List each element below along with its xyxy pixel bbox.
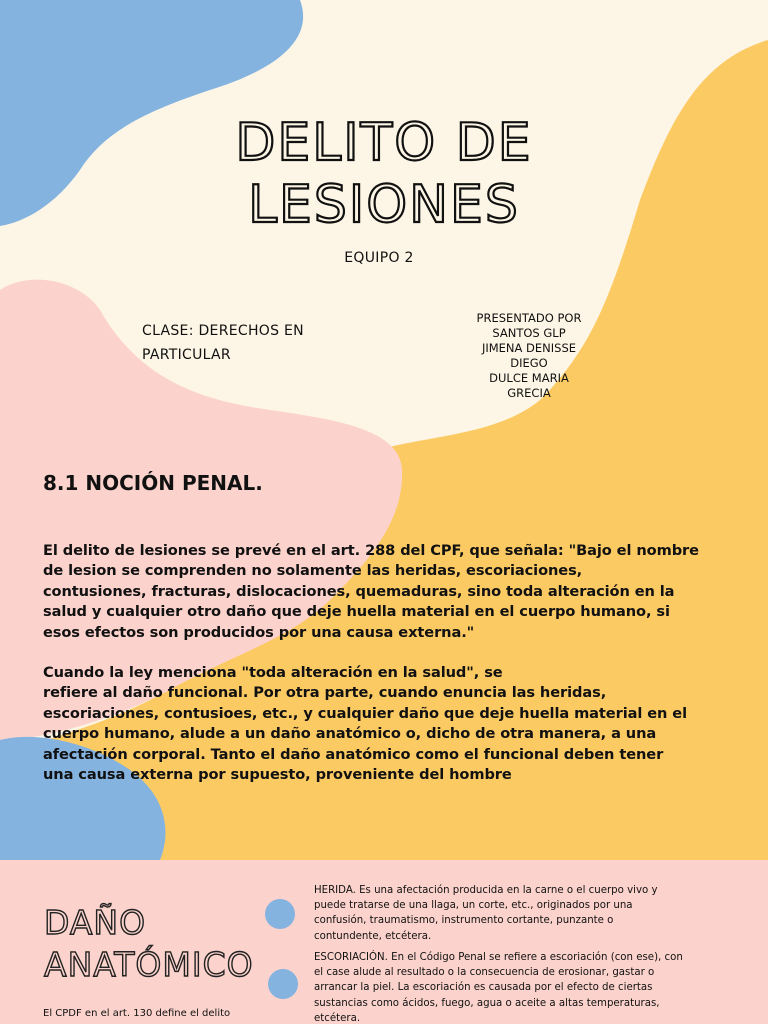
- dano-anatomico-title: [44, 902, 254, 986]
- paragraph-1: [43, 541, 723, 643]
- dano-title-line-2: ANATÓMICO: [44, 945, 254, 984]
- presenter-name: DIEGO: [510, 356, 548, 370]
- presenter-name: DULCE MARIA: [489, 371, 569, 385]
- paragraph-line: de lesion se comprenden no solamente las heridas, escoriaciones,: [43, 562, 583, 580]
- bullet-dot-icon: [268, 969, 298, 999]
- class-label: [142, 319, 362, 367]
- dano-title-line-1: DAÑO: [44, 903, 147, 942]
- class-label-line-1: CLASE: DERECHOS EN: [142, 323, 304, 339]
- presenter-name: SANTOS GLP: [492, 326, 566, 340]
- definition-line: etcétera.: [314, 1012, 361, 1024]
- section-heading: 8.1 NOCIÓN PENAL.: [43, 471, 263, 495]
- definition-line: confusión, traumatismo, instrumento cortante, punzante o: [314, 915, 614, 927]
- paragraph-line: contusiones, fracturas, dislocaciones, quemaduras, sino toda alteración en la: [43, 582, 675, 600]
- paragraph-line: El delito de lesiones se prevé en el art. 288 del CPF, que señala: "Bajo el nombre: [43, 542, 699, 559]
- bullet-dot-icon: [265, 899, 295, 929]
- paragraph-line: esos efectos son producidos por una causa externa.": [43, 623, 475, 641]
- title-line-1: DELITO DE: [235, 113, 533, 173]
- bottom-left-text: El CPDF en el art. 130 define el delito: [43, 1008, 231, 1019]
- paragraph-2: [43, 663, 723, 785]
- definition-line: el case alude al resultado o la consecuencia de erosionar, gastar o: [314, 967, 655, 979]
- class-label-line-2: PARTICULAR: [142, 347, 231, 363]
- team-label: EQUIPO 2: [344, 250, 414, 266]
- definition-line: ESCORIACIÓN. En el Código Penal se refiere a escoriación (con ese), con: [314, 952, 683, 963]
- presenters-heading: PRESENTADO POR: [476, 311, 582, 325]
- paragraph-line: una causa externa por supuesto, proveniente del hombre: [43, 766, 512, 784]
- presenter-name: JIMENA DENISSE: [481, 341, 577, 355]
- paragraph-line: salud y cualquier otro daño que deje huella material en el cuerpo humano, si: [43, 603, 670, 621]
- paragraph-line: afectación corporal. Tanto el daño anatómico como el funcional deben tener: [43, 745, 664, 763]
- presenter-name: GRECIA: [507, 386, 551, 400]
- title-line-2: LESIONES: [248, 175, 520, 235]
- definition-escoriacion: [314, 950, 714, 1024]
- paragraph-line: cuerpo humano, alude a un daño anatómico o, dicho de otra manera, a una: [43, 725, 657, 743]
- definition-line: arrancar la piel. La escoriación es causada por el efecto de ciertas: [314, 982, 653, 994]
- presenters-list: [446, 311, 612, 401]
- definition-line: contundente, etcétera.: [314, 930, 432, 942]
- paragraph-line: Cuando la ley menciona "toda alteración en la salud", se: [43, 664, 503, 681]
- definition-line: HERIDA. Es una afectación producida en la carne o el cuerpo vivo y: [314, 885, 658, 896]
- definition-herida: [314, 883, 714, 944]
- paragraph-line: refiere al daño funcional. Por otra parte, cuando enuncia las heridas,: [43, 684, 607, 702]
- paragraph-line: escoriaciones, contusioes, etc., y cualquier daño que deje huella material en el: [43, 704, 688, 722]
- definition-line: puede tratarse de una llaga, un corte, etc., originados por una: [314, 900, 633, 912]
- definition-line: sustancias como ácidos, fuego, agua o aceite a altas temperaturas,: [314, 997, 660, 1009]
